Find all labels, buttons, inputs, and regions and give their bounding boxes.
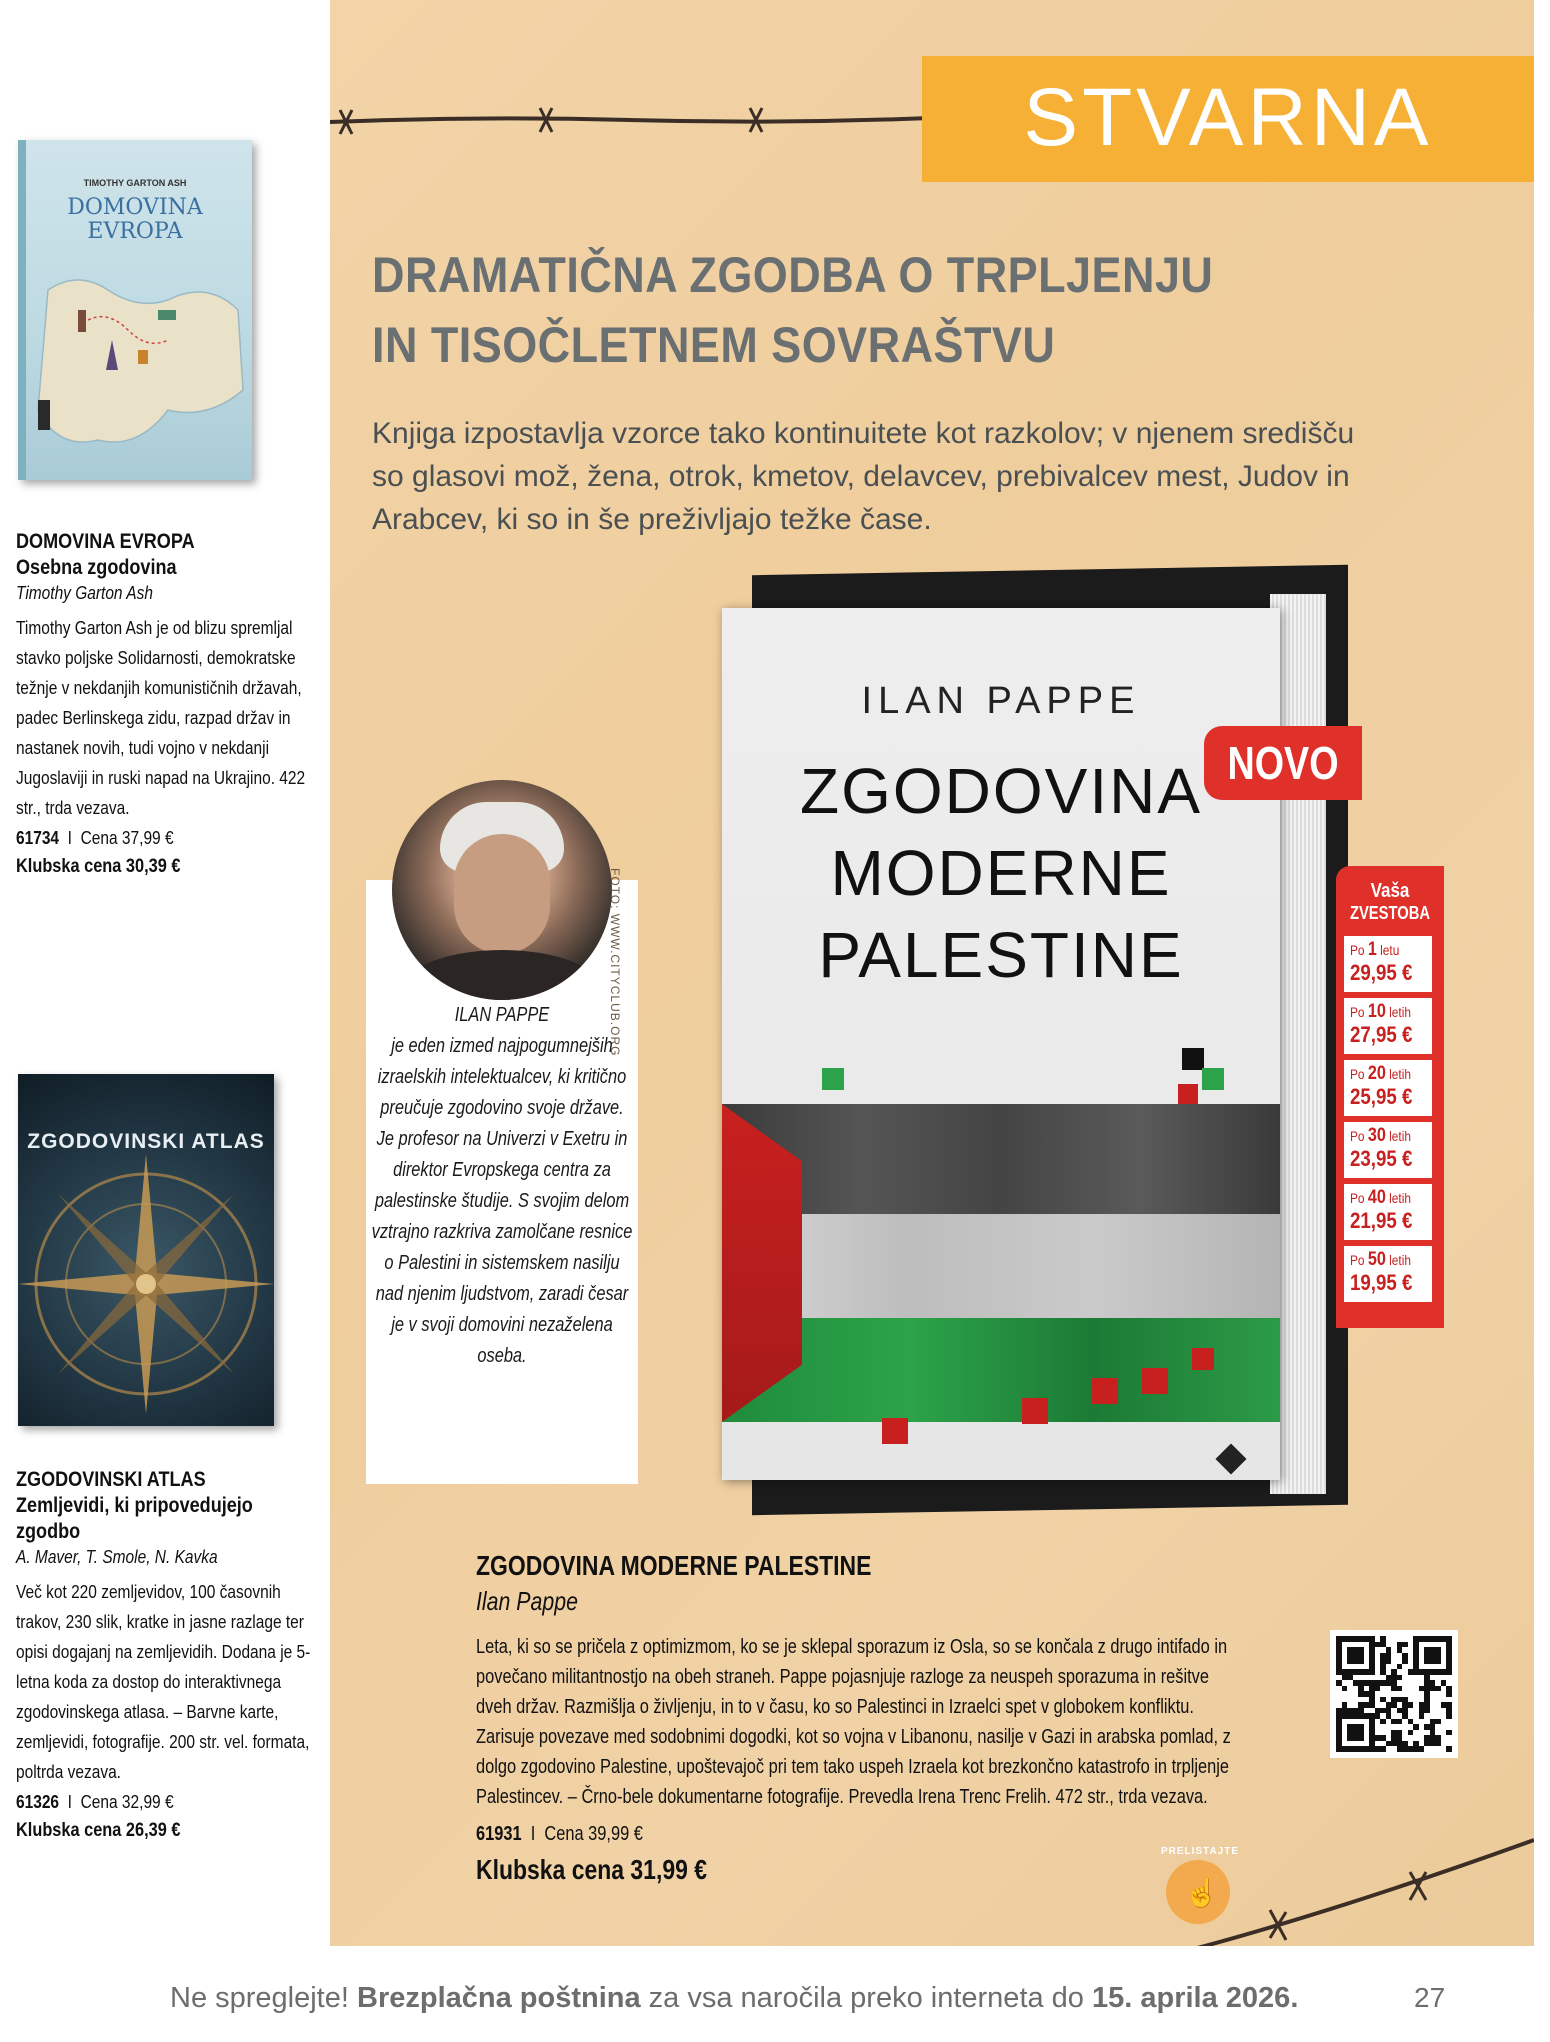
book-title: DOMOVINA EVROPA: [16, 530, 195, 553]
category-banner: [922, 56, 1534, 182]
price-line: [476, 1818, 1132, 1850]
regular-price: Cena 39,99 €: [544, 1823, 643, 1845]
cover-title: [722, 750, 1280, 996]
club-price: Klubska cena 31,99 €: [476, 1854, 708, 1885]
product-code: 61734: [16, 828, 60, 848]
club-price: Klubska cena 30,39 €: [16, 856, 181, 877]
tier-price: 29,95 €: [1350, 960, 1413, 985]
regular-price: Cena 32,99 €: [80, 1792, 174, 1812]
cover-title: ZGODOVINSKI ATLAS: [27, 1130, 265, 1153]
book-description: Več kot 220 zemljevidov, 100 časovnih trakov, 230 slik, kratke in jasne razlage ter opisi dogajanj na zemljevidih. Dodana je 5-letna koda za dostop do interaktivnega zgodovinskega atlasa. – Barvne karte, zemljevidi, fotografije. 200 str. vel. formata, poltrda vezava.: [16, 1582, 311, 1782]
left-column: [0, 0, 330, 1960]
photo-credit: FOTO: WWW.CITYCLUB.ORG: [608, 868, 622, 1057]
cover-author: ILAN PAPPE: [861, 680, 1141, 722]
loyalty-tier: Po 40 letih 21,95 €: [1344, 1184, 1432, 1240]
tier-price: 23,95 €: [1350, 1146, 1413, 1171]
deadline-date: 15. aprila 2026.: [1092, 1982, 1299, 2014]
book-title: ZGODOVINA MODERNE PALESTINE: [476, 1550, 872, 1581]
author-bio: [366, 1000, 638, 1372]
cover-author: TIMOTHY GARTON ASH: [83, 178, 187, 188]
tier-price: 19,95 €: [1350, 1270, 1413, 1295]
footer-notice: Ne spreglejte! Brezplačna poštnina za vsa naročila preko interneta do 15. aprila 2026.: [170, 1982, 1299, 2014]
tier-price: 21,95 €: [1350, 1208, 1413, 1233]
book-title: ZGODOVINSKI ATLAS: [16, 1468, 206, 1491]
loyalty-tier: Po 50 letih 19,95 €: [1344, 1246, 1432, 1302]
author-photo: [392, 780, 612, 1000]
loyalty-heading: Vaša: [1370, 880, 1410, 902]
book-subtitle: Zemljevidi, ki pripovedujejo zgodbo: [16, 1494, 253, 1543]
book-description: Leta, ki so se pričela z optimizmom, ko se je sklepal sporazum iz Osla, so se končala z drugo intifado in povečano militantnostjo na obeh straneh. Pappe pojasnjuje razloge za neuspeh sporazuma in rešitve dveh držav. Razmišlja o življenju, in to v času, ko so Palestinci in Izraelci spet v globokem konfliktu. Zarisuje povezave med sodobnimi dogodki, kot so vojna v Libanonu, nasilje v Gazi in arabska pomlad, z dolgo zgodovino Palestine, upoštevajoč pri tem tako uspeh Izraela kot brezkončno katastrofo in trpljenje Palestincev. – Črno-bele dokumentarne fotografije. Prevedla Irena Trenc Frelih. 472 str., trda vezava.: [476, 1636, 1231, 1808]
cover-title-line-1: ZGODOVINA: [799, 755, 1203, 827]
book-author: Timothy Garton Ash: [16, 583, 153, 603]
puzzle-pieces-decoration: [722, 988, 1280, 1468]
headline: [372, 240, 1272, 380]
free-shipping-label: Brezplačna poštnina: [357, 1982, 641, 2014]
price-separator: I: [67, 828, 72, 848]
lead-paragraph: Knjiga izpostavlja vzorce tako kontinuitete kot razkolov; v njenem središču so glasovi mož, žena, otrok, kmetov, delavcev, prebivalcev mest, Judov in Arabcev, ki so in še preživljajo težke čase.: [372, 417, 1355, 536]
barbed-wire-bottom: [1190, 1800, 1534, 1946]
tier-price: 25,95 €: [1350, 1084, 1413, 1109]
barbed-wire-top: [330, 100, 930, 140]
book-description: Timothy Garton Ash je od blizu spremljal stavko poljske Solidarnosti, demokratske težnje v nekdanjih komunističnih državah, padec Berlinskega zidu, razpad držav in nastanek novih, tudi vojno v nekdanji Jugoslaviji in ruski napad na Ukrajino. 422 str., trda vezava.: [16, 618, 306, 818]
author-bio-text: je eden izmed najpogumnejših izraelskih intelektualcev, ki kritično preučuje zgodovino svoje države. Je profesor na Univerzi v Exetru in direktor Evropskega centra za palestinske študije. S svojim delom vztrajno razkriva zamolčane resnice o Palestini in sistemskem nasilju nad njenim ljudstvom, zaradi česar je v svoji domovini nezaželena oseba.: [371, 1035, 633, 1367]
product-code: 61931: [476, 1823, 522, 1845]
page-number: 27: [1414, 1982, 1446, 2013]
loyalty-tier: Po 20 letih 25,95 €: [1344, 1060, 1432, 1116]
loyalty-tier: Po 1 letu 29,95 €: [1344, 936, 1432, 992]
domovina-evropa-listing: [16, 528, 316, 881]
zgodovina-moderne-palestine-cover[interactable]: [722, 570, 1322, 1510]
price-separator: I: [530, 1823, 536, 1845]
cover-title: DOMOVINA EVROPA: [67, 195, 203, 244]
headline-line-2: IN TISOČLETNEM SOVRAŠTVU: [372, 317, 1056, 373]
zgodovinski-atlas-listing: [16, 1466, 316, 1845]
featured-book-panel: [330, 0, 1534, 1946]
category-label: STVARNA: [1023, 72, 1433, 163]
new-badge-label: NOVO: [1227, 737, 1339, 789]
cover-title-line-2: MODERNE: [830, 837, 1172, 909]
new-badge: [1204, 726, 1362, 800]
price-line: [16, 823, 274, 853]
author-name: ILAN PAPPE: [454, 1004, 550, 1026]
cover-title-line-3: PALESTINE: [818, 919, 1184, 991]
zgodovinski-atlas-cover[interactable]: [18, 1074, 274, 1426]
regular-price: Cena 37,99 €: [80, 828, 174, 848]
price-separator: I: [67, 1792, 72, 1812]
book-front-cover: [722, 608, 1280, 1480]
main-book-listing: [476, 1548, 1276, 1890]
book-subtitle: Osebna zgodovina: [16, 556, 177, 579]
footer: [0, 1978, 1550, 2018]
qr-code[interactable]: [1330, 1630, 1458, 1758]
domovina-evropa-cover[interactable]: [18, 140, 252, 480]
book-author: Ilan Pappe: [476, 1586, 578, 1616]
loyalty-price-panel: [1336, 866, 1444, 1328]
browse-label: PRELISTAJTE: [1160, 1846, 1240, 1857]
tier-price: 27,95 €: [1350, 1022, 1413, 1047]
club-price: Klubska cena 26,39 €: [16, 1820, 181, 1841]
loyalty-tier: Po 30 letih 23,95 €: [1344, 1122, 1432, 1178]
headline-line-1: DRAMATIČNA ZGODBA O TRPLJENJU: [372, 247, 1214, 303]
book-author: A. Maver, T. Smole, N. Kavka: [16, 1547, 218, 1567]
pointer-hand-icon: ☝: [1184, 1877, 1219, 1908]
compass-rose-illustration: [18, 1114, 274, 1426]
loyalty-tier: Po 10 letih 27,95 €: [1344, 998, 1432, 1054]
product-code: 61326: [16, 1792, 60, 1812]
price-line: [16, 1787, 274, 1817]
qr-code-pattern: [1336, 1636, 1452, 1752]
europe-map-illustration: [18, 250, 252, 480]
loyalty-subheading: ZVESTOBA: [1349, 903, 1431, 923]
